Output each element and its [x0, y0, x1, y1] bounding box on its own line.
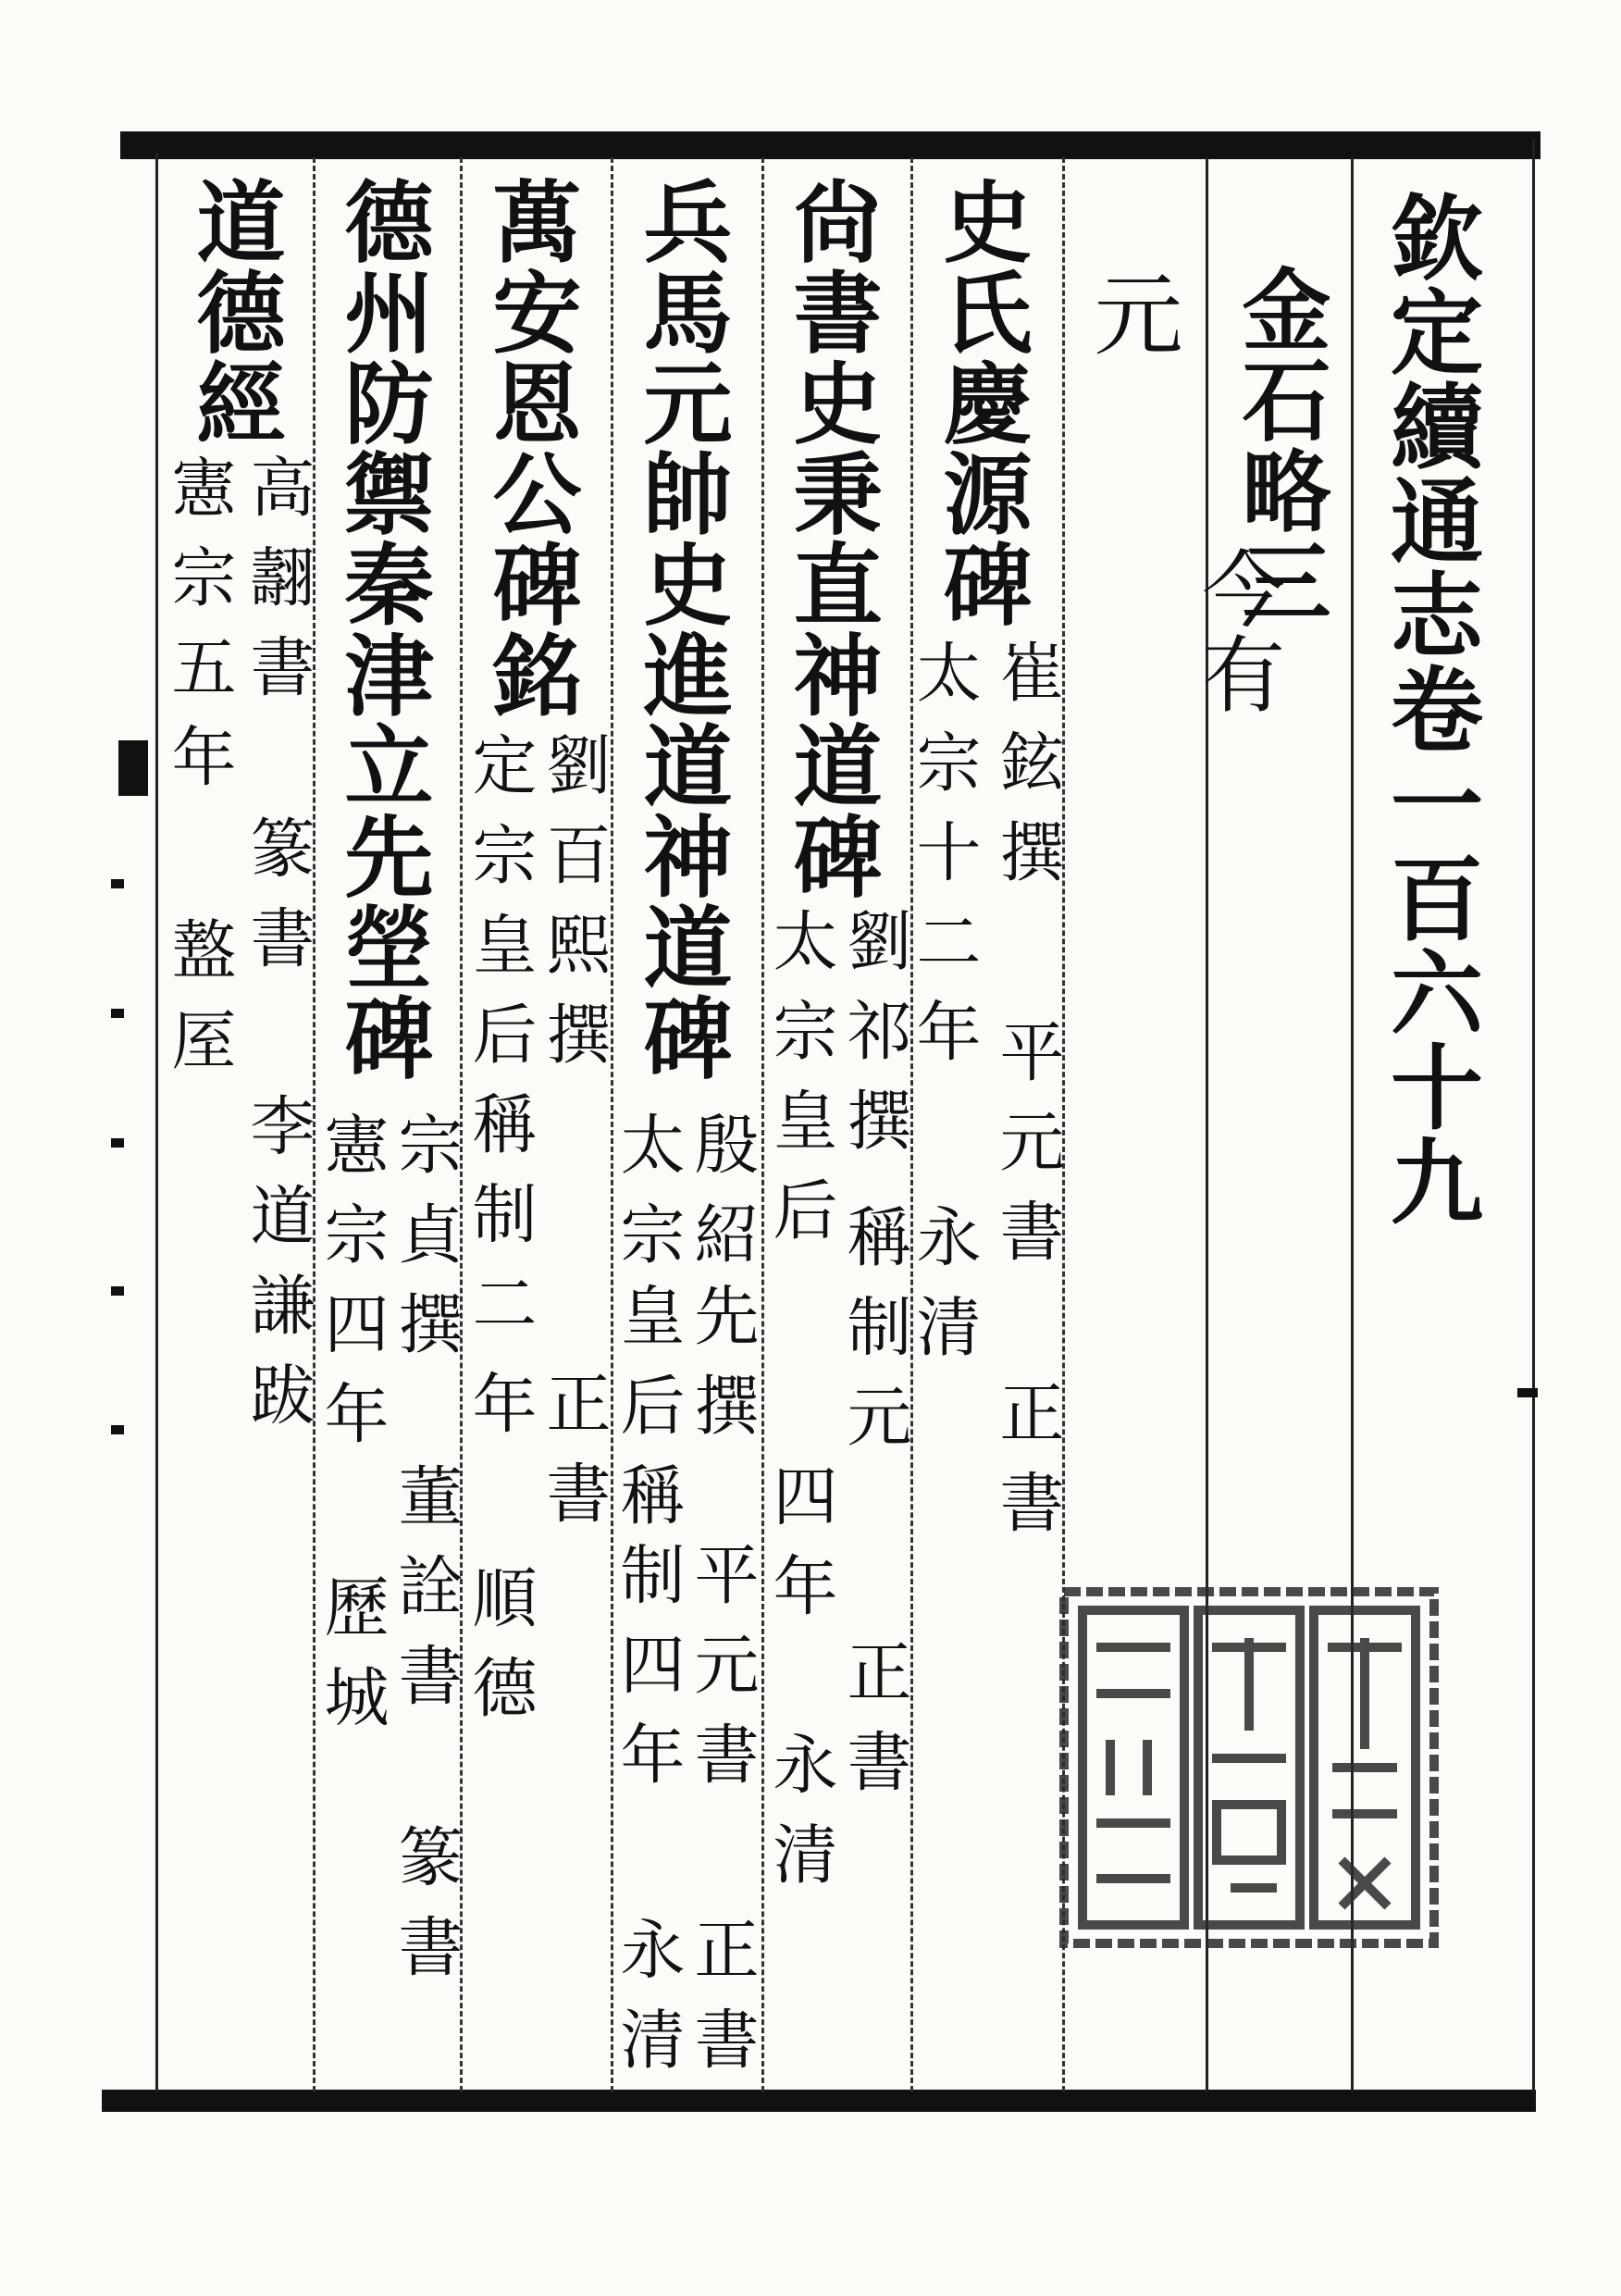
entry-note: 太宗十二年 [906, 639, 982, 1087]
entry-note: 歷城 [314, 1573, 390, 1753]
entry-note: 皇后稱 [610, 1282, 686, 1551]
entry-note: 正書 [836, 1638, 912, 1818]
entry-note: 定宗皇后稱制二 [462, 731, 538, 1359]
margin-mark [1517, 1388, 1538, 1397]
era-label: 元 [1080, 268, 1183, 359]
entry-note: 憲宗五年 [161, 453, 237, 813]
entry-note: 李道謙跋 [240, 1092, 316, 1451]
entry-note: 永清 [610, 1916, 686, 2095]
entry-note: 劉祁撰 [836, 907, 912, 1176]
section-title: 金石略三 [1228, 264, 1332, 627]
entry-note: 太宗 [610, 1111, 686, 1290]
entry-note: 高翿書 [240, 453, 316, 723]
entry-note: 平元書 [684, 1541, 760, 1810]
section-note: 今有 [1187, 546, 1284, 716]
frame-left [155, 153, 158, 2091]
entry-note: 四年 [762, 1462, 838, 1642]
entry-note: 先撰 [684, 1282, 760, 1461]
entry-note: 盩厔 [161, 916, 237, 1096]
entry-note: 永清 [906, 1203, 982, 1383]
entry-note: 宗貞撰 [388, 1111, 464, 1380]
entry-note: 順德 [462, 1564, 538, 1744]
entry-note: 篆書 [240, 814, 316, 994]
entry-title: 尙書史秉直神道碑 [779, 176, 884, 901]
entry-note: 年 [462, 1370, 538, 1459]
margin-mark [111, 1286, 124, 1296]
entry-title: 兵馬元帥史進道神道碑 [629, 176, 734, 1083]
entry-note: 篆書 [388, 1823, 464, 2003]
margin-mark [111, 1009, 124, 1018]
top-border [120, 131, 1541, 159]
margin-mark [111, 879, 124, 888]
entry-note: 正書 [684, 1916, 760, 2095]
entry-title: 道德經 [182, 176, 287, 448]
entry-note: 憲宗四年 [314, 1111, 390, 1470]
entry-note: 太宗皇后 [762, 907, 838, 1266]
entry-note: 董詮書 [388, 1462, 464, 1731]
bottom-border [102, 2090, 1536, 2112]
entry-note: 平元書 [989, 1018, 1065, 1287]
entry-title: 德州防禦秦津立先塋碑 [330, 176, 435, 1083]
entry-note: 殷紹 [684, 1111, 760, 1290]
margin-mark [118, 740, 148, 796]
margin-mark [111, 1138, 124, 1148]
entry-title: 史氏慶源碑 [929, 176, 1033, 629]
entry-note: 劉百熙撰 [536, 731, 612, 1090]
entry-note: 正書 [989, 1379, 1065, 1558]
entry-note: 崔鉉撰 [989, 639, 1065, 908]
entry-note: 正書 [536, 1370, 612, 1549]
margin-mark [111, 1425, 124, 1434]
frame-right [1532, 139, 1535, 2091]
entry-note: 永清 [762, 1731, 838, 1910]
entry-note: 制四年 [610, 1541, 686, 1810]
volume-title: 欽定續通志卷一百六十九 [1375, 190, 1484, 1228]
seal-stamp [1055, 1582, 1443, 1953]
entry-note: 稱制元 [836, 1203, 912, 1472]
entry-title: 萬安恩公碑銘 [478, 176, 583, 720]
